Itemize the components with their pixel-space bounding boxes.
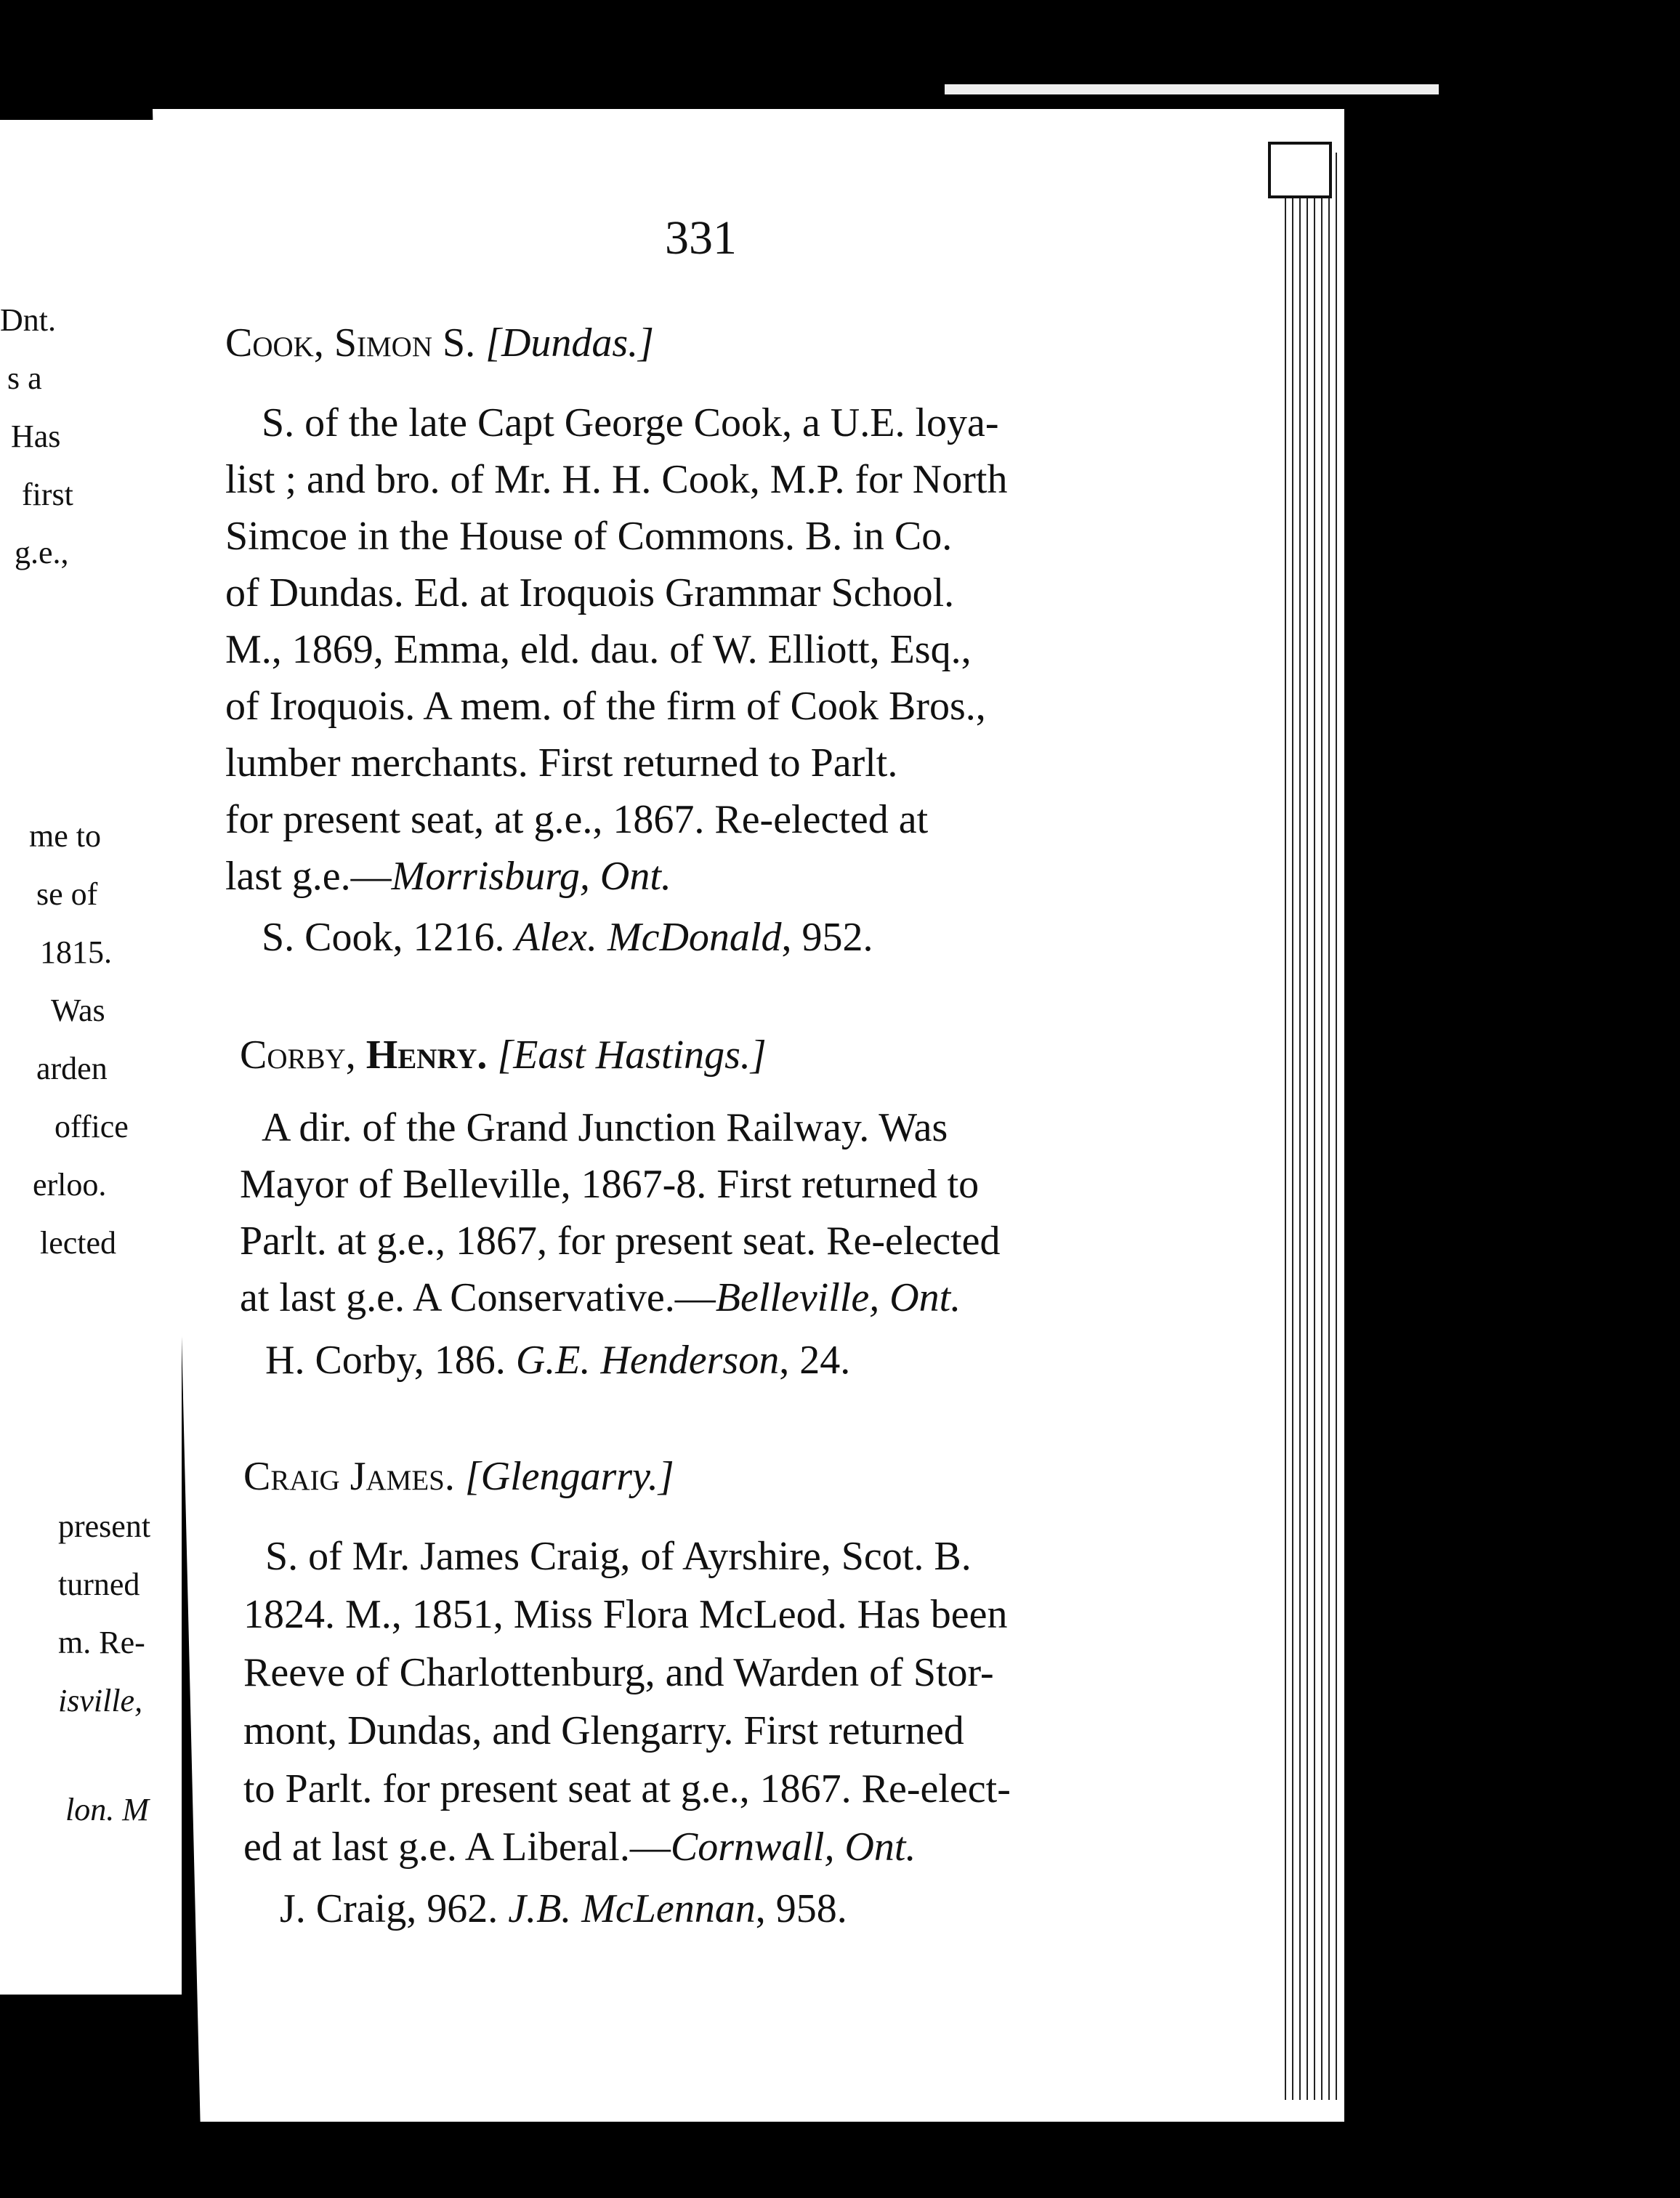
margin-fragment: g.e.,: [15, 535, 69, 570]
page-number: 331: [665, 211, 737, 264]
entry-last-line-text: at last g.e. A Conservative.—: [240, 1275, 716, 1320]
folded-corner: [1268, 142, 1332, 198]
opponent-votes: , 952.: [781, 915, 873, 960]
election-result: [265, 1337, 850, 1383]
entry-constituency: [Dundas.]: [485, 320, 654, 365]
opponent-name: G.E. Henderson: [515, 1338, 780, 1383]
opponent-name: Alex. McDonald: [514, 915, 782, 960]
margin-fragment: Was: [51, 993, 105, 1028]
entry-text-line: Mayor of Belleville, 1867-8. First returned to: [240, 1162, 980, 1207]
opponent-name: J.B. McLennan: [508, 1886, 756, 1931]
entry-heading: [240, 1032, 767, 1078]
entry-surname: Corby,: [240, 1033, 356, 1078]
margin-fragment: isville,: [58, 1683, 143, 1718]
opponent-votes: , 24.: [779, 1338, 851, 1383]
entry-last-line-text: last g.e.—: [225, 854, 392, 899]
entry-heading: [225, 320, 654, 366]
entry-last-line-text: ed at last g.e. A Liberal.—: [243, 1825, 671, 1870]
entry-residence: Morrisburg, Ont.: [391, 854, 671, 899]
margin-fragment: Dnt.: [0, 302, 56, 338]
margin-fragment: lected: [40, 1225, 117, 1261]
entry-text-line: S. of the late Capt George Cook, a U.E. loya-: [262, 400, 999, 445]
margin-fragment: se of: [36, 876, 98, 912]
election-result: [280, 1886, 847, 1932]
entry-text-line: 1824. M., 1851, Miss Flora McLeod. Has been: [243, 1592, 1008, 1637]
entry-constituency: [Glengarry.]: [464, 1454, 674, 1499]
entry-text-line: of Dundas. Ed. at Iroquois Grammar School.: [225, 570, 955, 615]
entry-text-line: lumber merchants. First returned to Parlt.: [225, 740, 898, 785]
entry-last-line: [240, 1274, 961, 1321]
margin-fragment: Has: [11, 419, 61, 454]
winner-votes: H. Corby, 186.: [265, 1338, 506, 1383]
entry-last-line: [243, 1824, 916, 1870]
entry-text-line: S. of Mr. James Craig, of Ayrshire, Scot. B.: [265, 1534, 972, 1579]
entry-constituency: [East Hastings.]: [497, 1033, 767, 1078]
entry-text-line: of Iroquois. A mem. of the firm of Cook Bros.,: [225, 684, 986, 729]
margin-fragment: present: [58, 1508, 151, 1544]
entry-text-line: for present seat, at g.e., 1867. Re-elected at: [225, 797, 929, 842]
entry-residence: Cornwall, Ont.: [670, 1825, 916, 1870]
margin-fragment: me to: [29, 818, 101, 854]
entry-given-name: James.: [350, 1454, 455, 1499]
entry-text-line: M., 1869, Emma, eld. dau. of W. Elliott, Esq.,: [225, 627, 972, 672]
election-result: [262, 914, 873, 961]
margin-fragment: lon. M: [65, 1792, 149, 1827]
entry-text-line: Parlt. at g.e., 1867, for present seat. Re-elected: [240, 1219, 1001, 1264]
entry-text-line: A dir. of the Grand Junction Railway. Was: [262, 1105, 948, 1150]
entry-text-line: Reeve of Charlottenburg, and Warden of Stor-: [243, 1650, 994, 1695]
entry-last-line: [225, 853, 671, 900]
entry-residence: Belleville, Ont.: [715, 1275, 961, 1320]
entry-text-line: to Parlt. for present seat at g.e., 1867. Re-elect-: [243, 1766, 1011, 1811]
entry-given-name: Henry.: [366, 1033, 488, 1078]
entry-text-line: Simcoe in the House of Commons. B. in Co.: [225, 514, 953, 559]
margin-fragment: 1815.: [40, 934, 112, 970]
adjacent-page-edge-line: [945, 84, 1439, 94]
winner-votes: S. Cook, 1216.: [262, 915, 505, 960]
facing-left-page: [0, 120, 182, 1995]
margin-fragment: turned: [58, 1567, 140, 1602]
entry-heading: [243, 1453, 674, 1500]
entry-surname: Craig: [243, 1454, 340, 1499]
entry-surname: Cook,: [225, 320, 324, 365]
entry-text-line: mont, Dundas, and Glengarry. First returned: [243, 1708, 964, 1753]
entry-given-name: Simon S.: [334, 320, 476, 365]
margin-fragment: first: [22, 477, 73, 512]
opponent-votes: , 958.: [755, 1886, 847, 1931]
winner-votes: J. Craig, 962.: [280, 1886, 498, 1931]
margin-fragment: erloo.: [33, 1167, 107, 1203]
margin-fragment: s a: [7, 360, 42, 396]
page-stack-edge: [1279, 138, 1344, 2114]
entry-text-line: list ; and bro. of Mr. H. H. Cook, M.P. for North: [225, 457, 1008, 502]
margin-fragment: arden: [36, 1051, 108, 1086]
margin-fragment: m. Re-: [58, 1625, 145, 1660]
margin-fragment: office: [54, 1109, 129, 1144]
